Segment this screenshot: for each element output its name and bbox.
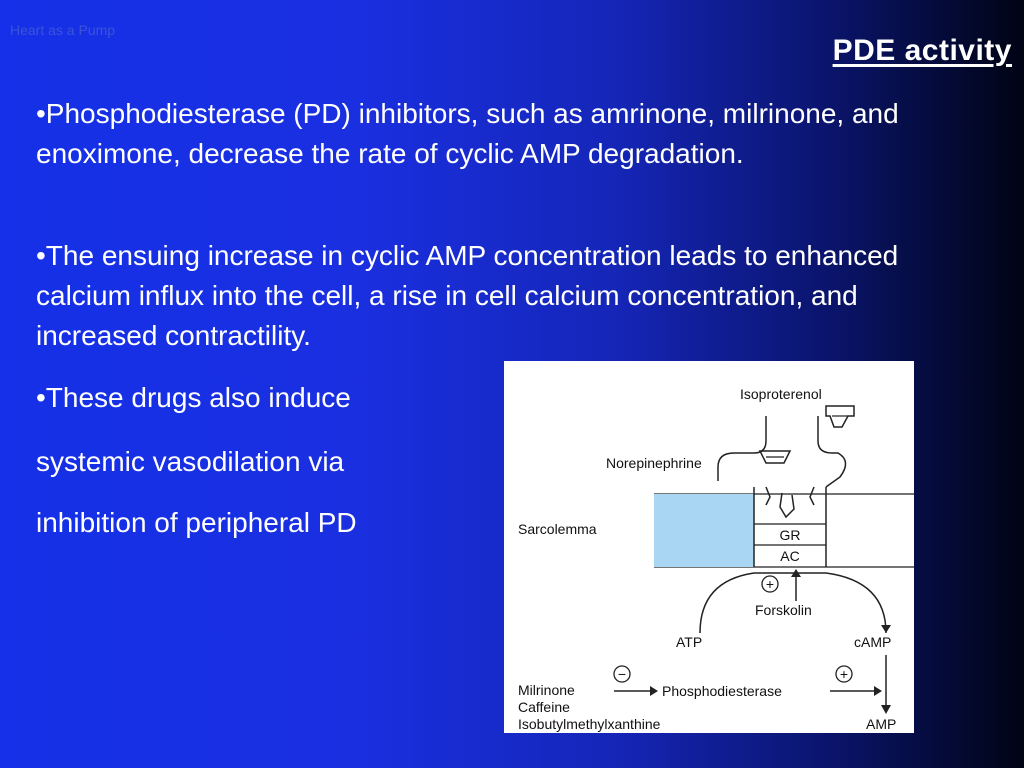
inhibitor-minus-sign: − bbox=[617, 666, 627, 682]
bullet-2: •The ensuing increase in cyclic AMP concentration leads to enhanced calcium influx into the cell, a rise in cell calcium concentration, and increased contractility. bbox=[36, 240, 899, 351]
phosphodiesterase-label: Phosphodiesterase bbox=[662, 683, 782, 699]
forskolin-plus-sign: + bbox=[765, 576, 775, 592]
pathway-diagram bbox=[504, 361, 914, 733]
amp-arrowhead bbox=[881, 705, 891, 714]
pde-arrowhead bbox=[874, 686, 882, 696]
amp-label: AMP bbox=[866, 716, 897, 732]
receptor-binding-pocket bbox=[766, 487, 814, 517]
isoproterenol-label: Isoproterenol bbox=[740, 386, 822, 402]
slide-title: PDE activity bbox=[832, 34, 1012, 67]
receptor-arm-left bbox=[718, 416, 766, 481]
sarcolemma-label: Sarcolemma bbox=[518, 521, 597, 537]
bullet-3-line-2: systemic vasodilation via bbox=[36, 446, 345, 477]
forskolin-label: Forskolin bbox=[755, 602, 812, 618]
bullet-1: •Phosphodiesterase (PD) inhibitors, such as amrinone, milrinone, and enoximone, decrease the rate of cyclic AMP degradation. bbox=[36, 98, 899, 169]
gr-label: GR bbox=[779, 527, 801, 543]
camp-arrowhead bbox=[881, 625, 891, 633]
ac-label: AC bbox=[780, 548, 800, 564]
milrinone-label: Milrinone bbox=[518, 682, 575, 698]
caffeine-label: Caffeine bbox=[518, 699, 570, 715]
camp-label: cAMP bbox=[854, 634, 892, 650]
bullet-3-line-1: •These drugs also induce bbox=[36, 382, 351, 413]
membrane-lipid-region bbox=[654, 494, 754, 567]
norepinephrine-label: Norepinephrine bbox=[606, 455, 702, 471]
watermark-text: Heart as a Pump bbox=[10, 22, 116, 38]
pde-plus-sign: + bbox=[839, 666, 849, 682]
inhibitor-arrowhead bbox=[650, 686, 658, 696]
bullet-3-line-3: inhibition of peripheral PD bbox=[36, 507, 357, 538]
atp-label: ATP bbox=[676, 634, 703, 650]
pde-pathway-figure bbox=[504, 361, 914, 733]
ibmx-label: Isobutylmethylxanthine bbox=[518, 716, 661, 732]
